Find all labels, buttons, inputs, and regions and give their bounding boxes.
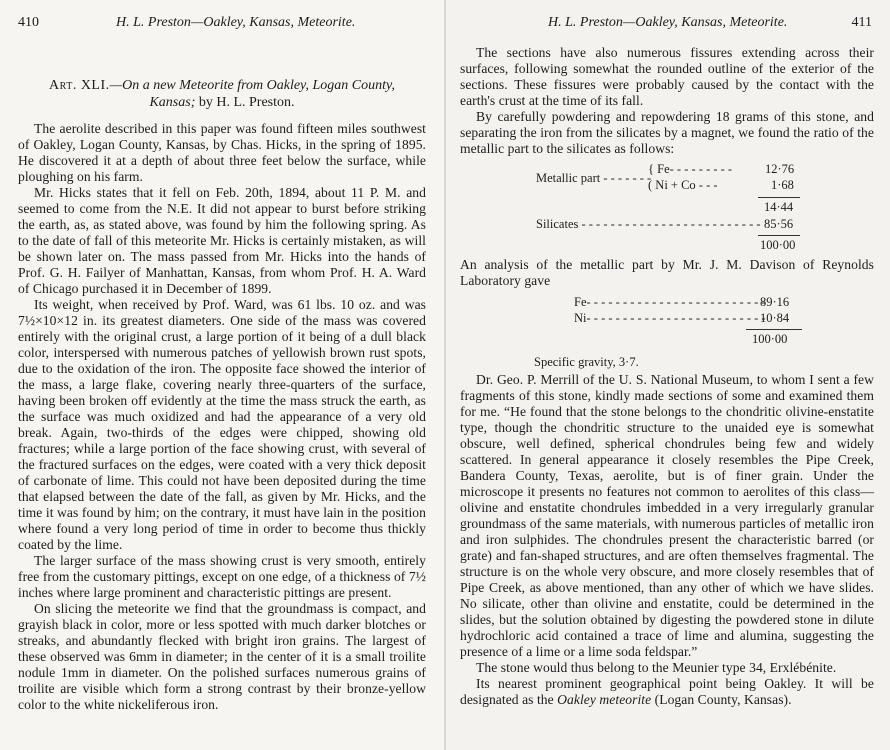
left-page-number: 410 bbox=[18, 15, 39, 30]
specific-gravity: Specific gravity, 3·7. bbox=[534, 355, 639, 369]
paragraph-crust-surface: The larger surface of the mass showing crust is very smooth, entirely free from the customary pittings, except on one edge, of a thickness of 7½ inches where large prominent and characteristic pittings are present. bbox=[18, 553, 426, 600]
right-running-title: H. L. Preston—Oakley, Kansas, Meteorite. bbox=[548, 15, 788, 30]
paragraph-meunier: The stone would thus belong to the Meunier type 34, Erxlébénite. bbox=[476, 660, 837, 675]
analysis-total: 100·00 bbox=[752, 332, 788, 346]
paragraph-powdering: By carefully powdering and repowdering 18 grams of this stone, and separating the iron from the silicates by a magnet, we found the ratio of the metallic part to the silicates as follows: bbox=[460, 109, 874, 156]
analysis-fe-label: Fe- - - - - - - - - - - - - - - - - - - - - - - - - bbox=[574, 295, 766, 309]
article-author: by H. L. Preston. bbox=[195, 95, 295, 110]
analysis-fe-value: 89·16 bbox=[760, 295, 790, 309]
article-title-line1: —On a new Meteorite from Oakley, Logan County, bbox=[109, 78, 395, 93]
analysis-ni-value: 10·84 bbox=[760, 311, 790, 325]
fe-value: 12·76 bbox=[765, 162, 795, 176]
paragraph-groundmass: On slicing the meteorite we find that the groundmass is compact, and grayish black in color, more or less spotted with much darker blotches or streaks, and abundantly flecked with bright iron grains. The largest of these observed was 6mm in diameter; in the center of it is a small troilite nodule 1mm in diameter. On the polished surfaces numerous grains of troilite are visible which form a strong contrast by their bronze-yellow color to the white nickeliferous iron. bbox=[18, 601, 426, 712]
ratio-table bbox=[460, 161, 874, 251]
analysis-intro: An analysis of the metallic part by Mr. J. M. Davison of Reynolds Laboratory gave bbox=[460, 257, 874, 288]
designation-text-b: (Logan County, Kansas). bbox=[651, 692, 792, 707]
subtotal-rule bbox=[758, 197, 800, 198]
metallic-part-label: Metallic part - - - - - - - bbox=[536, 171, 652, 185]
paragraph-weight-description: Its weight, when received by Prof. Ward, was 61 lbs. 10 oz. and was 7½×10×12 in. its greatest diameters. One side of the mass was covered entirely with the original crust, a large portion of it being of a dull black color, interspersed with numerous patches of yellowish brown rust spots, due to the oxidation of the iron. The opposite face showed the interior of the mass, a large flake, covering nearly three-quarters of the surface, having been broken off evidently at the time the mass struck the earth, as the surface was much oxidized and had the appearance of a very old break. Again, two-thirds of the edges were chipped, showing old fractures; while a large portion of the face showing crust, with several of the fractured surfaces on the edges, were coated with a very thick deposit of carbonate of lime. This could not have been deposited during the time that elapsed between the date of the fall, as given by Mr. Hicks, and the time it was found by him; on the contrary, it must have lain in the position where found a very long period of time in order to become thus thickly coated by the lime. bbox=[18, 297, 426, 552]
subtotal-value: 14·44 bbox=[764, 200, 794, 214]
paragraph-fissures: The sections have also numerous fissures extending across their surfaces, following somewhat the rounded outline of the exterior of the sections. These fissures were probably caused by the contact with the earth's crust at the time of its fall. bbox=[460, 45, 874, 108]
paragraph-discovery: The aerolite described in this paper was found fifteen miles southwest of Oakley, Logan County, Kansas, by Chas. Hicks, in the spring of 1895. He discovered it at a depth of about three feet below the surface, while ploughing on his farm. bbox=[18, 121, 426, 184]
analysis-ni-label: Ni- - - - - - - - - - - - - - - - - - - - - - - - - bbox=[574, 311, 766, 325]
left-page bbox=[0, 0, 444, 750]
article-title bbox=[18, 77, 426, 111]
paragraph-fall-history: Mr. Hicks states that it fell on Feb. 20th, 1894, about 11 P. M. and seemed to come from the N.E. It did not appear to burst before striking the earth, as, as stated above, was found by him the following spring. As to the date of fall of this meteorite Mr. Hicks is certainly mistaken, as will be shown later on. The mass passed from Mr. Hicks into the hands of Prof. G. H. Failyer of Manhattan, Kansas, from whom Prof. H. A. Ward of Chicago purchased it in December of 1899. bbox=[18, 185, 426, 296]
ratio-total: 100·00 bbox=[760, 238, 796, 252]
silicates-label: Silicates - - - - - - - - - - - - - - - - - - - - - - - - - bbox=[536, 217, 761, 231]
left-running-head bbox=[18, 15, 426, 37]
analysis-total-rule bbox=[746, 329, 802, 330]
nico-label: ( Ni + Co - - - bbox=[648, 178, 718, 192]
right-page bbox=[446, 0, 890, 750]
left-running-title: H. L. Preston—Oakley, Kansas, Meteorite. bbox=[116, 15, 356, 30]
article-title-line2: Kansas; bbox=[149, 95, 196, 110]
designation-italic-name: Oakley meteorite bbox=[557, 692, 652, 707]
article-label: Art. XLI. bbox=[49, 78, 110, 93]
right-page-number: 411 bbox=[851, 15, 872, 30]
paragraph-merrill: Dr. Geo. P. Merrill of the U. S. National Museum, to whom I sent a few fragments of this stone, kindly made sections of some and examined them for me. “He found that the stone belongs to the chondritic olivine-enstatite type, though the chondritic structure to the unaided eye is somewhat obscure, well defined, spherical chondrules being few and widely scattered. In general appearance it closely resembles the Pipe Creek, Bandera County, Texas, aerolite, but is of finer grain. Under the microscope it presents no features not common to aerolites of this class—olivine and enstatite chondrules imbedded in a very irregularly granular groundmass of the same materials, with numerous particles of metallic iron and iron sulphides. The chondrules present the characteristic barred (or grate) and fan-shaped structures, and are often themselves fragmental. The structure is on the whole very obscure, and more closely resembles that of Pipe Creek, as above mentioned, than any other of which we have slides. No silicate, other than olivine and enstatite, could be determined in the slides, but the solution obtained by digesting the powdered stone in dilute hydrochloric acid contained a trace of lime and alumina, suggesting the presence of a lime or a lime soda feldspar.” bbox=[460, 372, 874, 659]
analysis-table bbox=[460, 293, 874, 349]
right-running-head bbox=[460, 15, 874, 37]
paragraph-designation bbox=[460, 676, 874, 708]
total-rule bbox=[758, 235, 800, 236]
fe-label: { Fe- - - - - - - - - bbox=[648, 162, 733, 176]
silicates-value: 85·56 bbox=[764, 217, 794, 231]
nico-value: 1·68 bbox=[771, 178, 794, 192]
designation-text-a: Its nearest prominent geographical point being Oakley. It will be designated as the bbox=[460, 676, 874, 707]
